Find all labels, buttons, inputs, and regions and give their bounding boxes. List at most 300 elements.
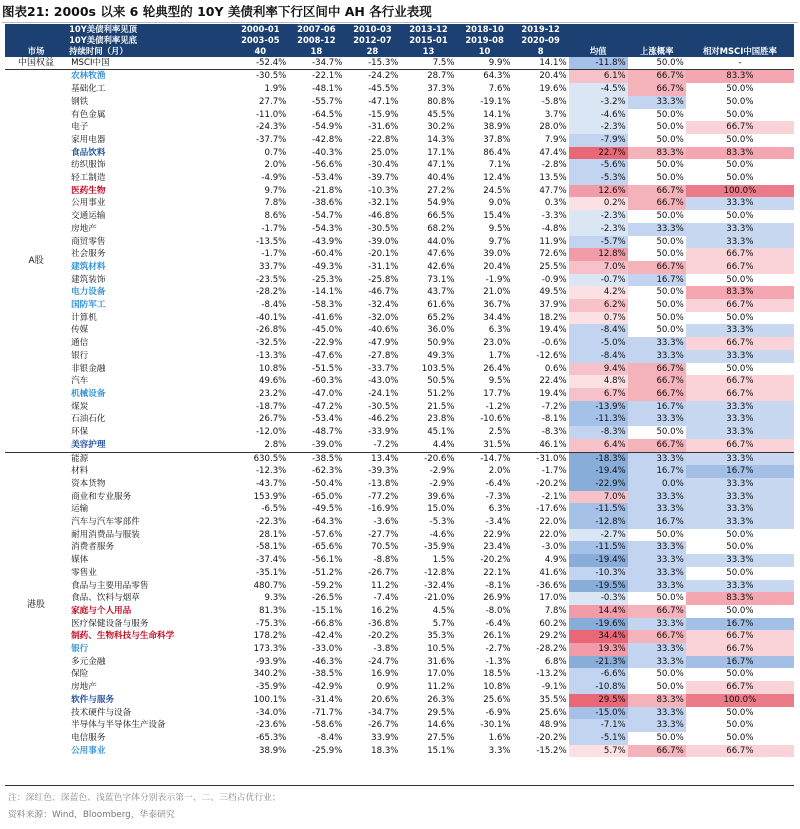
- table-row: [5, 567, 794, 580]
- table-row: [5, 324, 794, 337]
- period-return-cell: -32.4%: [424, 580, 455, 591]
- period-return-cell: -39.7%: [368, 173, 399, 184]
- period-return-cell: -8.1%: [485, 580, 511, 591]
- avg-cell: -5.3%: [569, 172, 628, 185]
- period-return-cell: 26.1%: [483, 631, 511, 642]
- period-return-cell: -24.7%: [368, 656, 399, 667]
- period-return-cell: -15.9%: [368, 109, 399, 120]
- up-prob-cell: 33.3%: [628, 707, 686, 720]
- period-return-cell: -24.1%: [368, 389, 399, 399]
- table-row: [5, 529, 794, 542]
- avg-cell: -2.3%: [569, 210, 628, 223]
- market-label: 中国权益: [5, 57, 67, 70]
- rel-msci-cell: 66.7%: [686, 261, 794, 274]
- period-return-cell: 28.0%: [539, 122, 567, 133]
- rel-msci-cell: 66.7%: [686, 248, 794, 261]
- period-return-cell: 2.5%: [488, 427, 511, 438]
- period-return-cell: -53.4%: [312, 173, 343, 184]
- period-return-cell: 29.5%: [427, 707, 455, 718]
- industry-name: 电信服务: [71, 732, 106, 743]
- avg-cell: -22.9%: [569, 478, 628, 491]
- period-return-cell: 72.6%: [539, 249, 567, 260]
- period-return-cell: 47.4%: [539, 147, 567, 158]
- period-return-cell: 178.2%: [253, 631, 287, 642]
- industry-name: 零售业: [71, 567, 97, 578]
- period-return-cell: -5.3%: [429, 517, 455, 528]
- period-return-cell: -22.1%: [312, 71, 343, 82]
- period-return-cell: -12.0%: [255, 427, 287, 438]
- period-return-cell: -31.4%: [312, 694, 343, 705]
- period-return-cell: -39.0%: [312, 439, 343, 450]
- period-return-cell: -60.3%: [312, 376, 343, 387]
- rel-msci-cell: 50.0%: [686, 707, 794, 720]
- period-return-cell: 28.7%: [427, 71, 455, 82]
- avg-cell: -19.5%: [569, 580, 628, 593]
- period-return-cell: 23.8%: [427, 414, 455, 425]
- period-return-cell: 1.9%: [264, 84, 287, 95]
- period-return-cell: 7.1%: [488, 160, 511, 171]
- up-prob-cell: 50.0%: [628, 159, 686, 172]
- period-return-cell: 6.3%: [488, 325, 511, 336]
- header-period-trough: 2020-09: [513, 35, 569, 46]
- table-row: [5, 643, 794, 656]
- up-prob-cell: 66.7%: [628, 439, 686, 452]
- period-return-cell: -54.7%: [312, 211, 343, 222]
- period-return-cell: 9.0%: [488, 198, 511, 209]
- up-prob-cell: 16.7%: [628, 516, 686, 529]
- up-prob-cell: 33.3%: [628, 223, 686, 236]
- period-return-cell: 1.5%: [432, 555, 455, 566]
- avg-cell: 4.8%: [569, 375, 628, 388]
- up-prob-cell: 66.7%: [628, 745, 686, 758]
- period-return-cell: -20.2%: [536, 478, 567, 489]
- industry-name: 软件与服务: [71, 694, 115, 705]
- up-prob-cell: 50.0%: [628, 172, 686, 185]
- period-return-cell: 27.7%: [259, 96, 287, 107]
- period-return-cell: 12.4%: [483, 173, 511, 184]
- period-return-cell: 630.5%: [232, 452, 288, 465]
- up-prob-cell: 16.7%: [628, 465, 686, 478]
- header-rel-msci: 相对MSCI中国胜率: [686, 46, 794, 57]
- table-row: [5, 605, 794, 618]
- table-body: [5, 57, 794, 758]
- period-return-cell: 4.5%: [432, 605, 455, 616]
- period-return-cell: -25.3%: [312, 274, 343, 285]
- rel-msci-cell: 33.3%: [686, 413, 794, 426]
- period-return-cell: 39.6%: [427, 491, 455, 502]
- period-return-cell: 10.5%: [427, 644, 455, 655]
- period-return-cell: -1.3%: [485, 656, 511, 667]
- rel-msci-cell: 66.7%: [686, 439, 794, 452]
- up-prob-cell: 66.7%: [628, 197, 686, 210]
- period-return-cell: -33.0%: [312, 644, 343, 655]
- avg-cell: 7.0%: [569, 491, 628, 504]
- rel-msci-cell: 16.7%: [686, 618, 794, 631]
- period-return-cell: 47.6%: [427, 249, 455, 260]
- avg-cell: 5.7%: [569, 745, 628, 758]
- rel-msci-cell: 66.7%: [686, 643, 794, 656]
- period-return-cell: -46.7%: [368, 287, 399, 298]
- period-return-cell: -0.9%: [541, 274, 567, 285]
- period-return-cell: 35.3%: [427, 631, 455, 642]
- up-prob-cell: 50.0%: [628, 286, 686, 299]
- up-prob-cell: 16.7%: [628, 274, 686, 287]
- period-return-cell: -1.7%: [541, 466, 567, 477]
- rel-msci-cell: 33.3%: [686, 478, 794, 491]
- up-prob-cell: 50.0%: [628, 121, 686, 134]
- up-prob-cell: 50.0%: [628, 529, 686, 542]
- period-return-cell: 31.5%: [483, 439, 511, 450]
- industry-name: 环保: [71, 427, 89, 438]
- period-return-cell: 23.0%: [483, 338, 511, 349]
- rel-msci-cell: 66.7%: [686, 375, 794, 388]
- up-prob-cell: 83.3%: [628, 694, 686, 707]
- period-return-cell: 44.0%: [427, 236, 455, 247]
- table-row: [5, 299, 794, 312]
- avg-cell: -11.8%: [569, 57, 628, 70]
- avg-cell: -0.3%: [569, 592, 628, 605]
- rel-msci-cell: 50.0%: [686, 312, 794, 325]
- period-return-cell: -53.4%: [312, 414, 343, 425]
- period-return-cell: -65.3%: [255, 732, 287, 743]
- period-return-cell: -75.3%: [255, 618, 287, 629]
- industry-name: 商贸零售: [71, 236, 106, 247]
- industry-name: 非银金融: [71, 363, 106, 374]
- period-return-cell: -39.0%: [368, 236, 399, 247]
- period-return-cell: 11.9%: [539, 236, 567, 247]
- rel-msci-cell: 33.3%: [686, 516, 794, 529]
- rel-msci-cell: 100.0%: [686, 185, 794, 198]
- period-return-cell: 11.2%: [427, 682, 455, 693]
- period-return-cell: -16.9%: [368, 504, 399, 515]
- period-return-cell: -56.1%: [312, 555, 343, 566]
- industry-name: 电力设备: [71, 287, 106, 298]
- industry-name: 食品、饮料与烟草: [71, 593, 140, 604]
- period-return-cell: -15.2%: [536, 745, 567, 756]
- rel-msci-cell: 66.7%: [686, 681, 794, 694]
- table-row: [5, 426, 794, 439]
- period-return-cell: -14.1%: [312, 287, 343, 298]
- header-period-peak: 2000-01: [232, 24, 288, 35]
- rel-msci-cell: 66.7%: [686, 121, 794, 134]
- period-return-cell: 34.4%: [483, 312, 511, 323]
- period-return-cell: -32.4%: [368, 300, 399, 311]
- rel-msci-cell: 50.0%: [686, 172, 794, 185]
- table-bottom-rule: [5, 785, 794, 786]
- period-return-cell: 6.3%: [488, 504, 511, 515]
- period-return-cell: 19.4%: [539, 389, 567, 399]
- period-return-cell: -50.4%: [312, 478, 343, 489]
- period-return-cell: -3.4%: [485, 517, 511, 528]
- period-return-cell: -33.7%: [368, 363, 399, 374]
- period-return-cell: 17.0%: [539, 593, 567, 604]
- period-return-cell: 2.0%: [264, 160, 287, 171]
- up-prob-cell: 50.0%: [628, 312, 686, 325]
- period-return-cell: 9.5%: [488, 223, 511, 234]
- table-row: [5, 134, 794, 147]
- industry-performance-table-container: [5, 24, 794, 785]
- avg-cell: -2.3%: [569, 121, 628, 134]
- period-return-cell: -34.7%: [288, 57, 344, 70]
- table-row: [5, 656, 794, 669]
- period-return-cell: 1.7%: [488, 350, 511, 361]
- period-return-cell: -30.5%: [368, 223, 399, 234]
- table-row: [5, 516, 794, 529]
- rel-msci-cell: 33.3%: [686, 452, 794, 465]
- period-return-cell: 41.6%: [539, 567, 567, 578]
- period-return-cell: 19.6%: [539, 84, 567, 95]
- industry-name: 公用事业: [71, 745, 106, 756]
- avg-cell: -6.6%: [569, 668, 628, 681]
- period-return-cell: 40.4%: [427, 173, 455, 184]
- industry-name: 计算机: [71, 312, 97, 323]
- avg-cell: 6.7%: [569, 388, 628, 401]
- period-return-cell: 64.3%: [483, 71, 511, 82]
- period-return-cell: 0.7%: [264, 147, 287, 158]
- table-row: [5, 57, 794, 70]
- period-return-cell: 81.3%: [259, 605, 287, 616]
- period-return-cell: 9.7%: [264, 185, 287, 196]
- period-return-cell: 5.7%: [432, 618, 455, 629]
- period-return-cell: 0.9%: [376, 682, 399, 693]
- table-row: [5, 337, 794, 350]
- period-return-cell: 2.0%: [488, 466, 511, 477]
- period-return-cell: -12.8%: [424, 567, 455, 578]
- avg-cell: 12.8%: [569, 248, 628, 261]
- period-return-cell: 31.6%: [427, 656, 455, 667]
- period-return-cell: 18.2%: [539, 312, 567, 323]
- header-period-months: 28: [344, 46, 400, 57]
- industry-name: 有色金属: [71, 109, 106, 120]
- rel-msci-cell: 66.7%: [686, 337, 794, 350]
- table-row: [5, 388, 794, 401]
- table-row: [5, 350, 794, 363]
- period-return-cell: -54.9%: [312, 122, 343, 133]
- period-return-cell: -9.1%: [541, 682, 567, 693]
- period-return-cell: -40.3%: [312, 147, 343, 158]
- table-row: [5, 541, 794, 554]
- rel-msci-cell: 33.3%: [686, 426, 794, 439]
- source-line: 资料来源：Wind，Bloomberg，华泰研究: [8, 810, 175, 820]
- period-return-cell: -1.7%: [261, 223, 287, 234]
- industry-name: 社会服务: [71, 249, 106, 260]
- period-return-cell: -40.1%: [255, 312, 287, 323]
- rel-msci-cell: 33.3%: [686, 350, 794, 363]
- period-return-cell: 26.7%: [259, 414, 287, 425]
- period-return-cell: -20.6%: [400, 452, 456, 465]
- period-return-cell: 14.3%: [427, 134, 455, 145]
- rel-msci-cell: 50.0%: [686, 363, 794, 376]
- period-return-cell: 45.1%: [427, 427, 455, 438]
- industry-name: 基础化工: [71, 84, 106, 95]
- industry-performance-table: [5, 24, 794, 757]
- header-avg: [569, 35, 628, 46]
- period-return-cell: -15.3%: [344, 57, 400, 70]
- period-return-cell: -64.5%: [312, 109, 343, 120]
- table-row: [5, 668, 794, 681]
- avg-cell: 6.2%: [569, 299, 628, 312]
- period-return-cell: 65.2%: [427, 312, 455, 323]
- avg-cell: 0.7%: [569, 312, 628, 325]
- period-return-cell: 15.1%: [427, 745, 455, 756]
- period-return-cell: 480.7%: [253, 580, 287, 591]
- period-return-cell: 48.9%: [539, 720, 567, 731]
- avg-cell: -11.5%: [569, 541, 628, 554]
- period-return-cell: -26.8%: [255, 325, 287, 336]
- rel-msci-cell: 16.7%: [686, 465, 794, 478]
- industry-name: 消费者服务: [71, 542, 115, 553]
- period-return-cell: 73.1%: [427, 274, 455, 285]
- rel-msci-cell: 100.0%: [686, 694, 794, 707]
- period-return-cell: -10.6%: [480, 414, 511, 425]
- up-prob-cell: 33.3%: [628, 618, 686, 631]
- industry-name: 煤炭: [71, 401, 89, 412]
- header-period-months: 40: [232, 46, 288, 57]
- period-return-cell: -64.3%: [312, 517, 343, 528]
- industry-name: 电子: [71, 122, 89, 133]
- period-return-cell: -45.0%: [312, 325, 343, 336]
- period-return-cell: 0.3%: [544, 198, 567, 209]
- period-return-cell: 7.5%: [400, 57, 456, 70]
- avg-cell: 6.4%: [569, 439, 628, 452]
- up-prob-cell: 33.3%: [628, 719, 686, 732]
- period-return-cell: -26.5%: [312, 593, 343, 604]
- industry-name: 资本货物: [71, 478, 106, 489]
- period-return-cell: -56.6%: [312, 160, 343, 171]
- header-up-prob: 上涨概率: [628, 46, 686, 57]
- period-return-cell: -71.7%: [312, 707, 343, 718]
- period-return-cell: -2.9%: [429, 466, 455, 477]
- up-prob-cell: 66.7%: [628, 261, 686, 274]
- period-return-cell: -35.1%: [255, 567, 287, 578]
- period-return-cell: -15.1%: [312, 605, 343, 616]
- period-return-cell: -34.7%: [368, 707, 399, 718]
- industry-name: 交通运输: [71, 211, 106, 222]
- period-return-cell: -66.8%: [312, 618, 343, 629]
- up-prob-cell: 50.0%: [628, 210, 686, 223]
- period-return-cell: -27.7%: [368, 529, 399, 540]
- rel-msci-cell: 66.7%: [686, 745, 794, 758]
- header-market-cell: [5, 24, 67, 35]
- period-return-cell: -35.9%: [255, 682, 287, 693]
- period-return-cell: -48.1%: [312, 84, 343, 95]
- period-return-cell: -46.3%: [312, 656, 343, 667]
- header-market-cell: [5, 35, 67, 46]
- up-prob-cell: 33.3%: [628, 96, 686, 109]
- industry-name: 汽车与汽车零部件: [71, 517, 140, 528]
- period-return-cell: 13.5%: [539, 173, 567, 184]
- period-return-cell: 6.8%: [544, 656, 567, 667]
- period-return-cell: -2.8%: [541, 160, 567, 171]
- header-period-trough: 2019-08: [457, 35, 513, 46]
- avg-cell: -11.3%: [569, 413, 628, 426]
- header-period-months: 13: [400, 46, 456, 57]
- up-prob-cell: 33.3%: [628, 350, 686, 363]
- period-return-cell: -58.3%: [312, 300, 343, 311]
- period-return-cell: -26.7%: [368, 720, 399, 731]
- rel-msci-cell: 33.3%: [686, 236, 794, 249]
- period-return-cell: 49.6%: [259, 376, 287, 387]
- avg-cell: -3.2%: [569, 96, 628, 109]
- period-return-cell: -32.0%: [368, 312, 399, 323]
- period-return-cell: -25.8%: [368, 274, 399, 285]
- rel-msci-cell: 66.7%: [686, 388, 794, 401]
- period-return-cell: 27.2%: [427, 185, 455, 196]
- up-prob-cell: 50.0%: [628, 109, 686, 122]
- period-return-cell: 4.4%: [432, 439, 455, 450]
- up-prob-cell: 50.0%: [628, 134, 686, 147]
- period-return-cell: 21.5%: [427, 401, 455, 412]
- up-prob-cell: 33.3%: [628, 452, 686, 465]
- period-return-cell: 340.2%: [253, 669, 287, 680]
- period-return-cell: -47.9%: [368, 338, 399, 349]
- period-return-cell: 22.9%: [483, 529, 511, 540]
- period-return-cell: -43.9%: [312, 236, 343, 247]
- industry-name: 耐用消费品与服装: [71, 529, 140, 540]
- period-return-cell: -1.9%: [485, 274, 511, 285]
- period-return-cell: 43.7%: [427, 287, 455, 298]
- table-row: [5, 707, 794, 720]
- table-row: [5, 109, 794, 122]
- rel-msci-cell: 66.7%: [686, 630, 794, 643]
- up-prob-cell: 50.0%: [628, 732, 686, 745]
- period-return-cell: 61.6%: [427, 300, 455, 311]
- period-return-cell: -12.3%: [255, 466, 287, 477]
- period-return-cell: 33.7%: [259, 261, 287, 272]
- industry-name: 通信: [71, 338, 89, 349]
- period-return-cell: -31.6%: [368, 122, 399, 133]
- period-return-cell: 22.0%: [539, 517, 567, 528]
- up-prob-cell: 66.7%: [628, 363, 686, 376]
- avg-cell: -4.5%: [569, 83, 628, 96]
- period-return-cell: -25.9%: [312, 745, 343, 756]
- avg-cell: -8.4%: [569, 350, 628, 363]
- period-return-cell: -47.0%: [312, 389, 343, 399]
- period-return-cell: 2.8%: [264, 439, 287, 450]
- table-row: [5, 172, 794, 185]
- table-row: [5, 465, 794, 478]
- industry-name: 多元金融: [71, 656, 106, 667]
- header-period-peak: 2010-03: [344, 24, 400, 35]
- period-return-cell: -21.8%: [312, 185, 343, 196]
- period-return-cell: 21.0%: [483, 287, 511, 298]
- period-return-cell: -30.5%: [368, 401, 399, 412]
- industry-name: 汽车: [71, 376, 89, 387]
- up-prob-cell: 50.0%: [628, 681, 686, 694]
- header-period-months: 8: [513, 46, 569, 57]
- industry-name: 技术硬件与设备: [71, 707, 132, 718]
- period-return-cell: 100.1%: [253, 694, 287, 705]
- period-return-cell: -4.9%: [261, 173, 287, 184]
- period-return-cell: -24.3%: [255, 122, 287, 133]
- rel-msci-cell: 66.7%: [686, 299, 794, 312]
- avg-cell: 14.4%: [569, 605, 628, 618]
- header-avg: 均值: [569, 46, 628, 57]
- period-return-cell: 1.6%: [488, 732, 511, 743]
- avg-cell: -21.3%: [569, 656, 628, 669]
- avg-cell: 34.4%: [569, 630, 628, 643]
- period-return-cell: 15.0%: [427, 504, 455, 515]
- period-return-cell: 25.0%: [371, 147, 399, 158]
- industry-name: 保险: [71, 669, 89, 680]
- rel-msci-cell: 33.3%: [686, 491, 794, 504]
- period-return-cell: -4.6%: [429, 529, 455, 540]
- avg-cell: 4.2%: [569, 286, 628, 299]
- period-return-cell: -42.9%: [312, 682, 343, 693]
- header-rel-msci: [686, 35, 794, 46]
- period-return-cell: 103.5%: [421, 363, 455, 374]
- industry-name: 建筑装饰: [71, 274, 106, 285]
